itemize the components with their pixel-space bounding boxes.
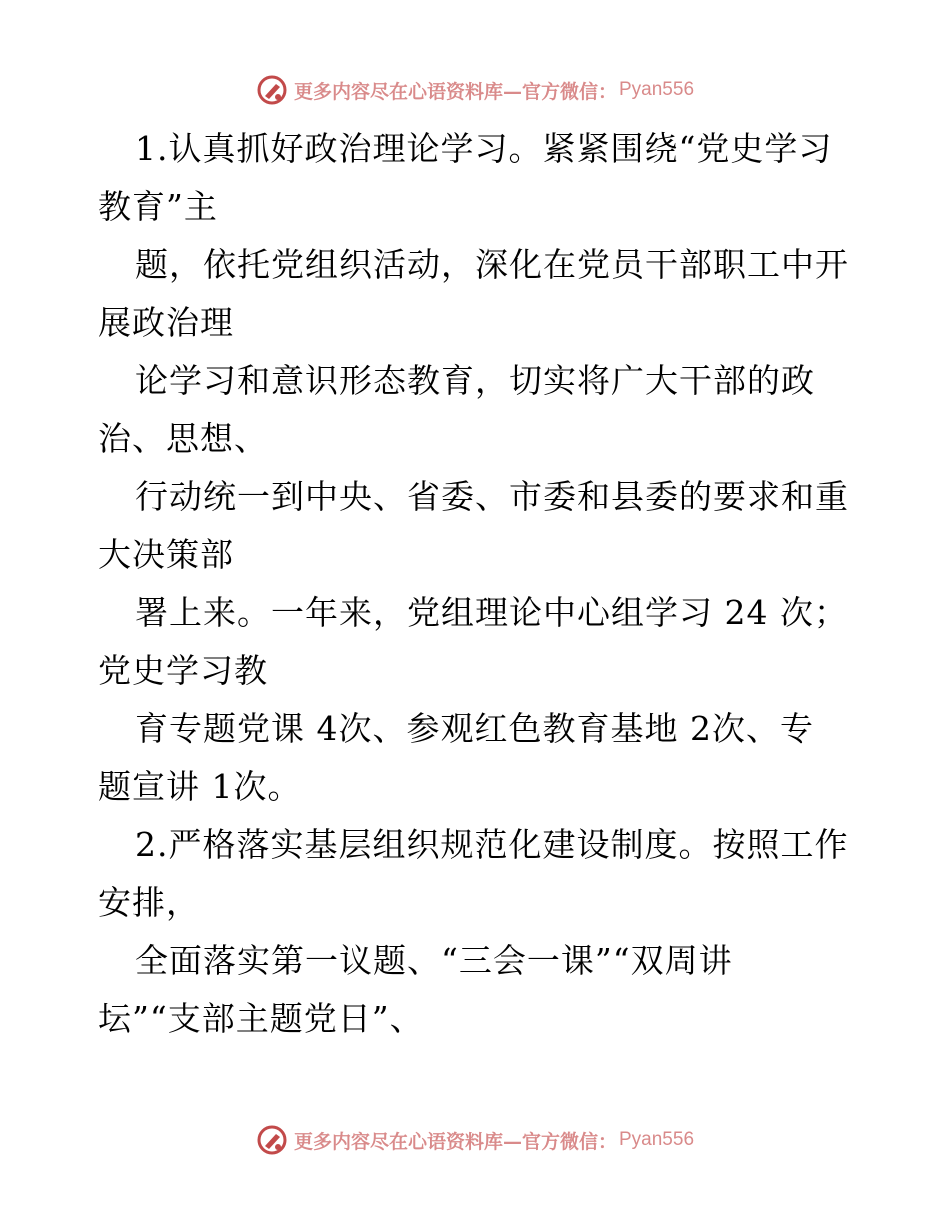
text-line: 署上来。一年来，党组理论中心组学习 24 次； bbox=[135, 593, 848, 632]
logo-seal-icon bbox=[256, 74, 288, 106]
header-banner bbox=[0, 70, 950, 110]
text-line: 题，依托党组织活动，深化在党员干部职工中开 bbox=[135, 245, 849, 284]
footer-banner bbox=[0, 1120, 950, 1160]
text-line: 育专题党课 4次、参观红色教育基地 2次、专 bbox=[135, 709, 814, 748]
text-line: 论学习和意识形态教育，切实将广大干部的政 bbox=[135, 361, 815, 400]
banner-text: 更多内容尽在心语资料库—官方微信： bbox=[293, 1130, 617, 1153]
text-line: 展政治理 bbox=[98, 303, 234, 342]
text-line: 2.严格落实基层组织规范化建设制度。按照工作 bbox=[135, 825, 849, 864]
text-line: 全面落实第一议题、“三会一课”“双周讲 bbox=[135, 941, 733, 980]
text-line: 坛”“支部主题党日”、 bbox=[98, 999, 424, 1038]
banner-text: 更多内容尽在心语资料库—官方微信： bbox=[293, 80, 617, 103]
text-line: 安排， bbox=[98, 883, 200, 922]
text-line: 教育”主 bbox=[98, 187, 218, 226]
banner-wechat-id: Pyan556 bbox=[619, 79, 695, 100]
text-line: 治、思想、 bbox=[98, 419, 268, 458]
logo-seal-icon bbox=[256, 1124, 288, 1156]
banner-wechat-id: Pyan556 bbox=[619, 1129, 695, 1150]
text-line: 大决策部 bbox=[98, 535, 234, 574]
text-line: 题宣讲 1次。 bbox=[98, 767, 302, 806]
text-line: 1.认真抓好政治理论学习。紧紧围绕“党史学习 bbox=[135, 129, 833, 168]
text-line: 党史学习教 bbox=[98, 651, 268, 690]
text-line: 行动统一到中央、省委、市委和县委的要求和重 bbox=[135, 477, 849, 516]
document-body bbox=[98, 120, 858, 1048]
